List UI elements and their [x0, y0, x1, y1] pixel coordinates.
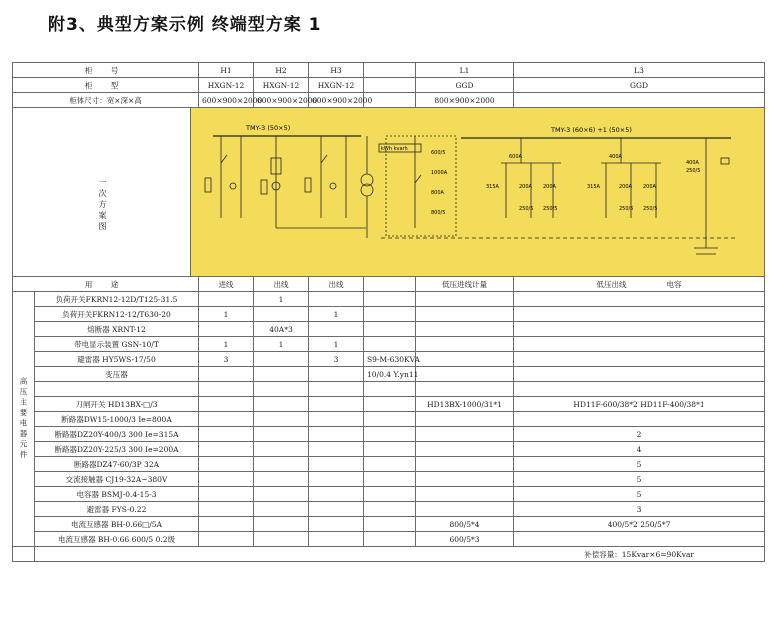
cell: 3: [514, 502, 765, 517]
cell: 5: [514, 457, 765, 472]
cell: [514, 93, 765, 108]
cell: 600×900×2000: [199, 93, 254, 108]
cell: [309, 427, 364, 442]
feeder-rating: 250/5: [519, 206, 534, 212]
cell: [309, 322, 364, 337]
component-name: [35, 382, 199, 397]
header-row-cabinet-type: [13, 78, 765, 93]
feeder-rating: 315A: [486, 184, 499, 190]
header-label: 柜 型: [13, 78, 199, 93]
cell: [199, 502, 254, 517]
group-label: 高压主要电器元件: [13, 292, 35, 547]
component-row: [13, 397, 765, 412]
cell: [416, 457, 514, 472]
component-name: 交流接触器 CJ19-32A~380V: [35, 472, 199, 487]
hv-feeder-h1: [205, 136, 241, 218]
component-name: 负荷开关FKRN12-12D/T125-31.5: [35, 292, 199, 307]
cell: [254, 382, 309, 397]
header-label: 柜 号: [13, 63, 199, 78]
cell: 3: [199, 352, 254, 367]
cell: [254, 307, 309, 322]
cell: [254, 397, 309, 412]
cell: GGD: [416, 78, 514, 93]
cell: HD13BX-1000/31*1: [416, 397, 514, 412]
usage-row: [13, 277, 765, 292]
cell: [199, 517, 254, 532]
cell: L3: [514, 63, 765, 78]
component-name: 断路器DZ20Y-400/3 300 Ie=315A: [35, 427, 199, 442]
hv-feeder-h3: [305, 136, 346, 218]
cell: [364, 442, 416, 457]
cell: [514, 337, 765, 352]
cell: [254, 412, 309, 427]
cell: [309, 367, 364, 382]
cell: [309, 487, 364, 502]
feeder-rating: 200A: [543, 184, 556, 190]
cell: [309, 517, 364, 532]
cell: [199, 427, 254, 442]
cell: [199, 487, 254, 502]
cell: [416, 427, 514, 442]
cell: [364, 502, 416, 517]
cell: [514, 307, 765, 322]
component-row: [13, 427, 765, 442]
cell: 800/5*4: [416, 517, 514, 532]
cell: [416, 352, 514, 367]
cell: [364, 457, 416, 472]
cell: [364, 427, 416, 442]
component-name: 断路器DZ47-60/3P 32A: [35, 457, 199, 472]
component-row: [13, 367, 765, 382]
cell: 800×900×2000: [416, 93, 514, 108]
scheme-sheet: [12, 62, 764, 617]
cell: 40A*3: [254, 322, 309, 337]
cell: HXGN-12: [309, 78, 364, 93]
cell: [364, 382, 416, 397]
cell: [514, 367, 765, 382]
cell: [416, 307, 514, 322]
cell: [199, 532, 254, 547]
feeder-rating: 315A: [587, 184, 600, 190]
cell: [364, 292, 416, 307]
cell: [416, 337, 514, 352]
component-name: 刀闸开关 HD13BX-□/3: [35, 397, 199, 412]
cell: [254, 517, 309, 532]
l1-rating: 600/5: [431, 150, 446, 156]
cell: L1: [416, 63, 514, 78]
cell: [416, 487, 514, 502]
cell: [309, 442, 364, 457]
cell: 5: [514, 472, 765, 487]
cell: [309, 382, 364, 397]
cell: [416, 367, 514, 382]
cell: [416, 442, 514, 457]
cell: 4: [514, 442, 765, 457]
component-name: 电容器 BSMJ-0.4-15-3: [35, 487, 199, 502]
component-row: [13, 532, 765, 547]
cap-rating: 400A: [686, 160, 699, 166]
cell: [416, 322, 514, 337]
cell: [13, 547, 35, 562]
cell: [199, 292, 254, 307]
component-name: 电流互感器 BH-0.66 600/5 0.2级: [35, 532, 199, 547]
cell: 1: [199, 307, 254, 322]
cell: [199, 442, 254, 457]
cell: 400/5*2 250/5*7: [514, 517, 765, 532]
component-name: 避雷器 FYS-0.22: [35, 502, 199, 517]
feeder-rating: 200A: [643, 184, 656, 190]
cell: [364, 322, 416, 337]
cell: 1: [309, 307, 364, 322]
feeder-rating: 600A: [509, 154, 522, 160]
cell: [254, 367, 309, 382]
meter-label: kWh kvarh: [381, 146, 408, 152]
cell: 2: [514, 427, 765, 442]
cell: 1: [254, 292, 309, 307]
cell: [309, 397, 364, 412]
diagram-side-label: 一次方案图: [13, 108, 191, 276]
cell: 低压出线 电容: [514, 277, 765, 292]
cell: 1: [309, 337, 364, 352]
cell: [254, 487, 309, 502]
component-row: [13, 337, 765, 352]
component-rows: [13, 292, 765, 547]
cell: [416, 502, 514, 517]
cell: GGD: [514, 78, 765, 93]
component-name: 避雷器 HY5WS-17/50: [35, 352, 199, 367]
cell: 600×900×2000: [254, 93, 309, 108]
cell: [364, 412, 416, 427]
cell: [416, 382, 514, 397]
component-name: 电流互感器 BH-0.66□/5A: [35, 517, 199, 532]
cell: [309, 457, 364, 472]
component-name: 带电显示装置 GSN-10/T: [35, 337, 199, 352]
cell: [364, 307, 416, 322]
single-line-diagram: [191, 108, 764, 276]
cell: [199, 397, 254, 412]
cell: [514, 412, 765, 427]
feeder-rating: 250/5: [619, 206, 634, 212]
feeder-rating: 250/5: [543, 206, 558, 212]
l1-rating: 800/5: [431, 210, 446, 216]
cell: [514, 382, 765, 397]
cell: [514, 532, 765, 547]
component-row: [13, 382, 765, 397]
cell: [254, 502, 309, 517]
cell: [416, 472, 514, 487]
header-label: 柜体尺寸：宽×深×高: [13, 93, 199, 108]
cell: 600×900×2000: [309, 93, 364, 108]
component-row: [13, 487, 765, 502]
component-row: [13, 322, 765, 337]
cell: [514, 352, 765, 367]
component-row: [13, 472, 765, 487]
cell: 低压进线计量: [416, 277, 514, 292]
cell: 5: [514, 487, 765, 502]
cell: HXGN-12: [254, 78, 309, 93]
component-name: 变压器: [35, 367, 199, 382]
component-row: [13, 292, 765, 307]
cell: H1: [199, 63, 254, 78]
header-row-dimensions: [13, 93, 765, 108]
feeder-rating: 200A: [519, 184, 532, 190]
cell: 600/5*3: [416, 532, 514, 547]
cell: [254, 427, 309, 442]
cell: 3: [309, 352, 364, 367]
cell: [309, 532, 364, 547]
cell: [309, 502, 364, 517]
feeder-rating: 200A: [619, 184, 632, 190]
cell: H2: [254, 63, 309, 78]
component-name: 断路器DZ20Y-225/3 300 Ie=200A: [35, 442, 199, 457]
cell: [254, 352, 309, 367]
feeder-rating: 250/5: [643, 206, 658, 212]
cell: [309, 292, 364, 307]
cell: 1: [199, 337, 254, 352]
cell: [514, 292, 765, 307]
component-name: 熔断器 XRNT-12: [35, 322, 199, 337]
transformer-symbol: [361, 136, 373, 238]
cell: [199, 382, 254, 397]
header-row-cabinet-no: [13, 63, 765, 78]
cell: HXGN-12: [199, 78, 254, 93]
busbar-left-label: TMY-3 (50×5): [246, 124, 291, 132]
cell: [309, 472, 364, 487]
cell: 10/0.4 Y.yn11: [364, 367, 416, 382]
busbar-right-label: TMY-3 (60×6) +1 (50×5): [551, 126, 632, 134]
feeder-rating: 400A: [609, 154, 622, 160]
cell: 出线: [309, 277, 364, 292]
cell: [309, 412, 364, 427]
cell: S9-M-630KVA: [364, 352, 416, 367]
component-row: [13, 442, 765, 457]
cell: [364, 472, 416, 487]
component-name: 断路器DW15-1000/3 Ie=800A: [35, 412, 199, 427]
component-row: [13, 307, 765, 322]
component-row: [13, 517, 765, 532]
cell: [364, 517, 416, 532]
footer-row: [13, 547, 765, 562]
cell: [254, 457, 309, 472]
diagram-cell: [13, 108, 765, 277]
page-title: 附3、典型方案示例 终端型方案 1: [48, 15, 322, 35]
component-row: [13, 412, 765, 427]
cell: [364, 532, 416, 547]
cell: [199, 322, 254, 337]
usage-label: 用 途: [13, 277, 199, 292]
component-name: 负荷开关FKRN12-12/T630-20: [35, 307, 199, 322]
cell: [364, 397, 416, 412]
component-row: [13, 457, 765, 472]
cell: [364, 277, 416, 292]
capacitor-branch: [694, 138, 729, 254]
cell: [364, 337, 416, 352]
cell: [254, 472, 309, 487]
cell: 进线: [199, 277, 254, 292]
hv-feeder-h2: [261, 136, 366, 228]
compensation-capacity: 补偿容量：15Kvar×6=90Kvar: [35, 547, 765, 562]
diagram-row: [13, 108, 765, 277]
cell: [199, 472, 254, 487]
cell: HD11F-600/38*2 HD11F-400/38*1: [514, 397, 765, 412]
component-row: [13, 502, 765, 517]
cell: [199, 412, 254, 427]
cell: [254, 442, 309, 457]
l1-rating: 1000A: [431, 170, 448, 176]
component-row: [13, 352, 765, 367]
cell: [254, 532, 309, 547]
cell: [416, 292, 514, 307]
cell: [364, 63, 416, 78]
cell: [514, 322, 765, 337]
l1-rating: 800A: [431, 190, 444, 196]
cell: [364, 487, 416, 502]
cell: [199, 457, 254, 472]
cell: H3: [309, 63, 364, 78]
cell: [416, 412, 514, 427]
cell: 1: [254, 337, 309, 352]
scheme-table: [12, 62, 765, 562]
cap-rating: 250/5: [686, 168, 701, 174]
cell: 出线: [254, 277, 309, 292]
cell: [364, 78, 416, 93]
cell: [199, 367, 254, 382]
